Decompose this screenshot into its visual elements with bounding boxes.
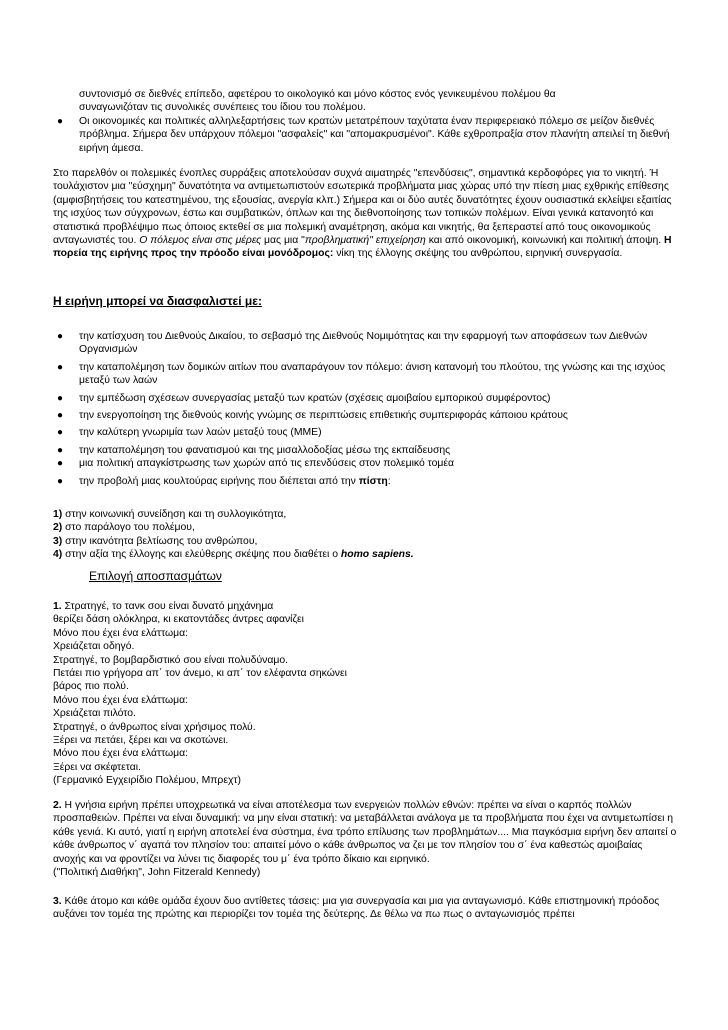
- paragraph-text-a: Στο παρελθόν οι πολεμικές ένοπλες συρράξεις αποτελούσαν συχνά αιματηρές "επενδύσεις", σημαντικά κερδοφόρες για το νικητή. Ή τουλάχιστον μια "εύσχημη" δυνατότητα να αντιμετωπιστούν εσωτερικά προβλήματα μιας χώρας υπό την πίεση μιας εχθρικής επίθεσης (αμφισβητήσεις του κατεστημένου, της εξουσίας, ανεργία κλπ.) Σήμερα και οι δύο αυτές δυνατότητες έχουν ουσιαστικά εκλείψει εξαιτίας της ισχύος των σύγχρονων, έστω και συμβατικών, όπλων και της διεθνοποίησης των τοπικών πολέμων. Είναι γενικά κατανοητό και στατιστικά προβλέψιμο πως όποιος εκτεθεί σε μια πολεμική αναμέτρηση, ακόμα και νικητής, θα ξεπεραστεί από τους οικονομικούς ανταγωνιστές του.: [53, 168, 672, 247]
- list-item: [54, 426, 674, 439]
- bullet-dot-icon: ●: [57, 444, 64, 456]
- continuation-line-1: συντονισμό σε διεθνές επίπεδο, αφετέρου το οικολογικό και μόνο κόστος ενός γενικευμένου πολέμου θα: [79, 89, 556, 100]
- homo-sapiens-text: homo sapiens.: [340, 549, 414, 561]
- excerpt-number: 3.: [53, 896, 62, 907]
- paragraph-text-b: μας μια ": [261, 235, 305, 247]
- list-item-text: την καταπολέμηση του φανατισμού και της μισαλλοδοξίας μέσω της εκπαίδευσης: [79, 444, 451, 456]
- bullet-dot-icon: ●: [57, 361, 64, 373]
- paragraph-bold-a: Η πορεία της ειρήνης προς την πρόοδο είναι μονόδρομος:: [53, 235, 672, 260]
- poem-source: (Γερμανικό Εγχειρίδιο Πολέμου, Μπρεχτ): [53, 775, 241, 787]
- poem-line: Στρατηγέ, ο άνθρωπος είναι χρήσιμος πολύ.: [53, 721, 256, 733]
- list-item-tail: :: [387, 475, 391, 487]
- bullet-dot-icon: ●: [57, 475, 64, 487]
- poem-line: θερίζει δάση ολόκληρα, κι εκατοντάδες άντρες αφανίζει: [53, 614, 304, 626]
- bullet-dot-icon: ●: [57, 410, 64, 422]
- paragraph-italic-a: Ο πόλεμος είναι στις μέρες: [139, 235, 262, 247]
- poem-line: Ξέρει να σκέφτεται.: [53, 761, 141, 773]
- poem-line: Μόνο που έχει ένα ελάττωμα:: [53, 748, 189, 760]
- bullet-dot-icon: ●: [57, 392, 64, 404]
- poem-line: Μόνο που έχει ένα ελάττωμα:: [53, 627, 189, 639]
- paragraph-text-c: και από οικονομική, κοινωνική και πολιτική άποψη.: [425, 235, 665, 247]
- top-bullet-list: [54, 88, 674, 155]
- list-item-text: την προβολή μιας κουλτούρας ειρήνης που διέπεται από την: [79, 475, 359, 487]
- list-item: [54, 409, 674, 422]
- bullet-dot-icon: ●: [57, 458, 64, 470]
- list-item-bold: πίστη: [358, 475, 388, 487]
- numbered-item: 3) στην ικανότητα βελτίωσης του ανθρώπου,: [53, 535, 258, 547]
- list-item: [54, 475, 674, 488]
- excerpts-heading-block: [53, 570, 673, 583]
- excerpt-number: 2.: [53, 800, 62, 811]
- list-item: [54, 457, 674, 470]
- poem-line: Χρειάζεται πιλότο.: [53, 708, 136, 720]
- excerpt-source: ("Πολιτική Διαθήκη", John Fitzerald Kennedy): [53, 867, 261, 879]
- numbered-list: [53, 508, 673, 562]
- bullet-dot-icon: ●: [57, 427, 64, 439]
- list-item: [54, 330, 674, 357]
- list-item-text: την καλύτερη γνωριμία των λαών μεταξύ τους (ΜΜΕ): [79, 427, 322, 439]
- bullet-interdependence: [54, 115, 674, 155]
- poem-line: Μόνο που έχει ένα ελάττωμα:: [53, 694, 189, 706]
- excerpts-heading: Επιλογή αποσπασμάτων: [89, 569, 222, 583]
- poem-line: Πετάει πιο γρήγορα απ΄ τον άνεμο, κι απ΄ τον ελέφαντα σηκώνει: [53, 668, 347, 680]
- numbered-item: 2) στο παράλογο του πολέμου,: [53, 522, 195, 534]
- list-item-text: την ενεργοποίηση της διεθνούς κοινής γνώμης σε περιπτώσεις επιθετικής συμπεριφοράς κάποιου κράτους: [79, 410, 568, 422]
- continuation-line-2: συναγωνιζόταν τις συνολικές συνέπειες του ίδιου του πολέμου.: [79, 102, 366, 114]
- poem-line: Στρατηγέ, το βομβαρδιστικό σου είναι πολυδύναμο.: [53, 654, 288, 666]
- list-item: [54, 361, 674, 388]
- bullet-dot-icon: ●: [57, 331, 64, 342]
- list-item-text: μια πολιτική απαγκίστρωσης των χωρών από τις επενδύσεις στον πολεμικό τομέα: [79, 458, 455, 470]
- poem-line: βάρος πιο πολύ.: [53, 681, 129, 693]
- excerpt-number: 1.: [53, 601, 62, 612]
- excerpt-text: Κάθε άτομο και κάθε ομάδα έχουν δυο αντίθετες τάσεις: μια για συνεργασία και μια για ανταγωνισμό. Κάθε επιστημονική πρόοδος αυξάνει τον τομέα της πρώτης και περιορίζει τον τομέα της δεύτερης. Δε θέλω να πω πως ο ανταγωνισμός πρέπει: [53, 896, 660, 921]
- numbered-item: 4) στην αξία της έλλογης και ελεύθερης σκέψης που διαθέτει ο homo sapiens.: [53, 549, 414, 561]
- section-heading: Η ειρήνη μπορεί να διασφαλιστεί με:: [53, 294, 262, 308]
- list-item: [54, 444, 674, 457]
- bullet-continuation: [54, 88, 674, 115]
- bullet-text: Οι οικονομικές και πολιτικές αλληλεξαρτήσεις των κρατών μετατρέπουν ταχύτατα έναν περιφερειακό πόλεμο σε μείζον διεθνές πρόβλημα. Σήμερα δεν υπάρχουν πόλεμοι "ασφαλείς" και "απομακρυσμένοι". Κάθε εχθροπραξία στον πλανήτη απειλεί τη διεθνή ειρήνη άμεσα.: [79, 115, 670, 154]
- poem-line: Ξέρει να πετάει, ξέρει και να σκοτώνει.: [53, 735, 229, 747]
- paragraph-text-d: νίκη της έλλογης σκέψης του ανθρώπου, ειρηνική συνεργασία.: [333, 248, 623, 260]
- list-item: [54, 392, 674, 405]
- paragraph-past-wars: [53, 167, 677, 261]
- excerpt-2: [53, 799, 677, 879]
- paragraph-italic-b: προβληματική" επιχείρηση: [304, 235, 426, 247]
- excerpt-1: 1. Στρατηγέ, το τανκ σου είναι δυνατό μηχάνημα θερίζει δάση ολόκληρα, κι εκατοντάδες άντρες αφανίζει Μόνο που έχει ένα ελάττωμα: Χρειάζεται οδηγό. Στρατηγέ, το βομβαρδιστικό σου είναι πολυδύναμο. Πετάει πιο γρήγορα απ΄ τον άνεμο, κι απ΄ τον ελέφαντα σηκώνει βάρος πιο πολύ. Μόνο που έχει ένα ελάττωμα: Χρειάζεται πιλότο. Στρατηγέ, ο άνθρωπος είναι χρήσιμος πολύ. Ξέρει να πετάει, ξέρει και να σκοτώνει. Μόνο που έχει ένα ελάττωμα: Ξέρει να σκέφτεται. (Γερμανικό Εγχειρίδιο Πολέμου, Μπρεχτ): [53, 600, 673, 788]
- excerpt-text: Η γνήσια ειρήνη πρέπει υποχρεωτικά να είναι αποτέλεσμα των ενεργειών πολλών εθνών: πρέπει να είναι ο καρπός πολλών προσπαθειών. Πρέπει να είναι δυναμική: να μην είναι στατική: να μεταβάλλεται ανάλογα με τα προβλήματα που έχει να αντιμετωπίσει η κάθε γενιά. Κι αυτό, γιατί η ειρήνη αποτελεί ένα σύστημα, ένα τρόπο επίλυσης των προβλημάτων.... Μια παγκόσμια ειρήνη δεν απαιτεί ο κάθε άνθρωπος ν΄ αγαπά τον πλησίον του: απαιτεί μόνο ο κάθε άνθρωπος να ζει με τον πλησίον του σ΄ ένα καθεστώς αμοιβαίας ανοχής και να φροντίζει να λύνει τις διαφορές του μ΄ ένα τρόπο δίκαιο και ειρηνικό.: [53, 800, 677, 865]
- numbered-item: 1) στην κοινωνική συνείδηση και τη συλλογικότητα,: [53, 509, 287, 520]
- list-item-text: την εμπέδωση σχέσεων συνεργασίας μεταξύ των κρατών (σχέσεις αμοιβαίου εμπορικού συμφέροντος): [79, 392, 551, 404]
- bullet-dot-icon: ●: [57, 115, 64, 127]
- list-item-text: την καταπολέμηση των δομικών αιτίων που αναπαράγουν τον πόλεμο: άνιση κατανομή του πλούτου, της γνώσης και της ισχύος μεταξύ των λαών: [79, 361, 666, 387]
- list-item-text: την κατίσχυση του Διεθνούς Δικαίου, το σεβασμό της Διεθνούς Νομιμότητας και την εφαρμογή των αποφάσεων των Διεθνών Οργανισμών: [79, 331, 648, 356]
- excerpt-3: [53, 895, 677, 922]
- section-heading-block: [53, 295, 673, 308]
- peace-bullet-list: [54, 330, 674, 488]
- poem-line: Χρειάζεται οδηγό.: [53, 641, 135, 653]
